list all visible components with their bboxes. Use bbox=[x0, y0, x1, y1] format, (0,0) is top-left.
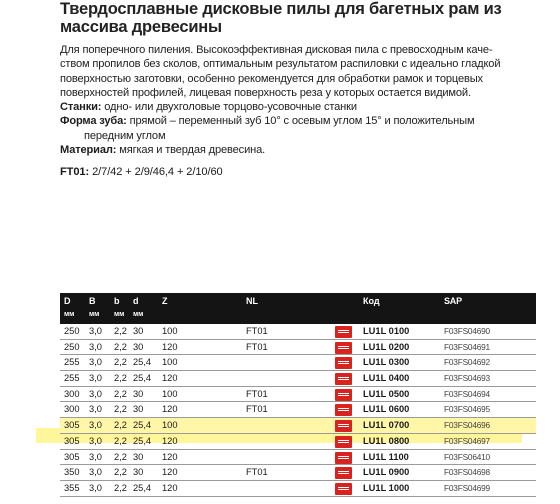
cell-b: 2,2 bbox=[114, 420, 127, 431]
cell-b: 2,2 bbox=[114, 373, 127, 384]
cell-D: 300 bbox=[64, 388, 80, 399]
tooth-form-value: прямой – переменный зуб 10° с осевым углом 15° и положительным bbox=[129, 115, 475, 128]
cell-B: 3,0 bbox=[89, 435, 102, 446]
cell-kod: LU1L 0200 bbox=[363, 341, 410, 352]
table-body bbox=[60, 324, 536, 497]
saw-spec-table bbox=[60, 293, 536, 497]
cell-D: 305 bbox=[64, 435, 80, 446]
cell-b: 2,2 bbox=[114, 451, 127, 462]
cell-b: 2,2 bbox=[114, 357, 127, 368]
table-row bbox=[60, 450, 536, 466]
header-sap: SAP bbox=[444, 296, 462, 306]
cell-kod: LU1L 0400 bbox=[363, 373, 410, 384]
brand-logo-icon bbox=[335, 483, 352, 495]
cell-sap: F03FS04693 bbox=[444, 373, 490, 384]
cell-B: 3,0 bbox=[89, 357, 102, 368]
cell-Z: 120 bbox=[162, 404, 178, 415]
cell-sap: F03FS06410 bbox=[444, 451, 490, 462]
cell-b: 2,2 bbox=[114, 482, 127, 493]
cell-kod: LU1L 0700 bbox=[363, 420, 410, 431]
unit-d: мм bbox=[133, 311, 144, 318]
table-row bbox=[60, 434, 536, 450]
header-B: B bbox=[89, 296, 96, 306]
cell-kod: LU1L 1000 bbox=[363, 482, 410, 493]
material-label: Материал: bbox=[60, 144, 117, 157]
cell-D: 250 bbox=[64, 326, 80, 336]
header-NL: NL bbox=[246, 296, 258, 306]
cell-Z: 100 bbox=[162, 420, 178, 431]
cell-B: 3,0 bbox=[89, 467, 102, 478]
cell-kod: LU1L 0500 bbox=[363, 388, 410, 399]
cell-d: 25,4 bbox=[133, 482, 152, 493]
header-kod: Код bbox=[363, 296, 380, 306]
cell-d: 30 bbox=[133, 467, 144, 478]
table-row bbox=[60, 418, 536, 434]
tooth-form-line bbox=[60, 114, 510, 128]
unit-B: мм bbox=[89, 311, 100, 318]
ft01-value: 2/7/42 + 2/9/46,4 + 2/10/60 bbox=[92, 166, 223, 178]
cell-B: 3,0 bbox=[89, 326, 102, 336]
header-b: b bbox=[114, 296, 120, 306]
page-title: Твердосплавные дисковые пилы для багетных рам из массива древесины bbox=[60, 0, 502, 36]
cell-d: 30 bbox=[133, 451, 144, 462]
cell-B: 3,0 bbox=[89, 482, 102, 493]
cell-B: 3,0 bbox=[89, 341, 102, 352]
cell-B: 3,0 bbox=[89, 420, 102, 431]
product-description bbox=[60, 43, 510, 157]
header-d: d bbox=[133, 296, 139, 306]
machines-value: одно- или двухголовые торцово-усовочные станки bbox=[104, 101, 357, 114]
brand-logo-icon bbox=[335, 342, 352, 354]
cell-sap: F03FS04699 bbox=[444, 482, 490, 493]
cell-kod: LU1L 0300 bbox=[363, 357, 410, 368]
brand-logo-icon bbox=[335, 404, 352, 416]
cell-sap: F03FS04691 bbox=[444, 341, 490, 352]
cell-B: 3,0 bbox=[89, 373, 102, 384]
cell-sap: F03FS04694 bbox=[444, 388, 490, 399]
brand-logo-icon bbox=[335, 420, 352, 432]
cell-D: 355 bbox=[64, 482, 80, 493]
cell-D: 250 bbox=[64, 341, 80, 352]
cell-d: 25,4 bbox=[133, 357, 152, 368]
cell-d: 25,4 bbox=[133, 420, 152, 431]
table-header bbox=[60, 293, 536, 324]
cell-Z: 120 bbox=[162, 482, 178, 493]
brand-logo-icon bbox=[335, 326, 352, 338]
cell-D: 305 bbox=[64, 451, 80, 462]
cell-d: 30 bbox=[133, 404, 144, 415]
cell-Z: 120 bbox=[162, 341, 178, 352]
cell-kod: LU1L 0600 bbox=[363, 404, 410, 415]
cell-b: 2,2 bbox=[114, 326, 127, 336]
cell-B: 3,0 bbox=[89, 404, 102, 415]
tooth-form-label: Форма зуба: bbox=[60, 115, 127, 128]
cell-b: 2,2 bbox=[114, 404, 127, 415]
header-D: D bbox=[64, 296, 71, 306]
cell-D: 300 bbox=[64, 404, 80, 415]
cell-kod: LU1L 0800 bbox=[363, 435, 410, 446]
cell-b: 2,2 bbox=[114, 467, 127, 478]
unit-b: мм bbox=[114, 311, 125, 318]
cell-Z: 120 bbox=[162, 373, 178, 384]
tooth-form-line-2: передним углом bbox=[84, 129, 166, 142]
table-row bbox=[60, 324, 536, 340]
material-value: мягкая и твердая древесина. bbox=[119, 144, 266, 157]
brand-logo-icon bbox=[335, 357, 352, 369]
cell-NL: FT01 bbox=[246, 467, 268, 478]
brand-logo-icon bbox=[335, 467, 352, 479]
brand-logo-icon bbox=[335, 373, 352, 385]
cell-Z: 100 bbox=[162, 357, 178, 368]
cell-D: 305 bbox=[64, 420, 80, 431]
cell-NL: FT01 bbox=[246, 388, 268, 399]
cell-Z: 120 bbox=[162, 451, 178, 462]
cell-sap: F03FS04695 bbox=[444, 404, 490, 415]
cell-d: 30 bbox=[133, 388, 144, 399]
material-line bbox=[60, 143, 510, 157]
cell-d: 25,4 bbox=[133, 435, 152, 446]
cell-sap: F03FS04696 bbox=[444, 420, 490, 431]
unit-D: мм bbox=[64, 311, 75, 318]
brand-logo-icon bbox=[335, 389, 352, 401]
table-row bbox=[60, 402, 536, 418]
table-row bbox=[60, 465, 536, 481]
machines-label: Станки: bbox=[60, 101, 102, 114]
cell-d: 30 bbox=[133, 326, 144, 336]
cell-kod: LU1L 0900 bbox=[363, 467, 410, 478]
cell-b: 2,2 bbox=[114, 435, 127, 446]
cell-NL: FT01 bbox=[246, 326, 268, 336]
table-row bbox=[60, 355, 536, 371]
table-row bbox=[60, 371, 536, 387]
cell-d: 25,4 bbox=[133, 373, 152, 384]
cell-NL: FT01 bbox=[246, 341, 268, 352]
description-text: Для поперечного пиления. Высокоэффективная дисковая пила с превосходным каче- ством пропилов без сколов, оптимальным результатом распиловки с идеально гладкой поверхностью заготовки, особенно рекомендуется для обработки рамок и торцевых поверхностей профилей, лицевая поверхность реза у которых остается видимой. bbox=[60, 44, 501, 99]
brand-logo-icon bbox=[335, 436, 352, 448]
cell-Z: 100 bbox=[162, 326, 178, 336]
header-Z: Z bbox=[162, 296, 168, 306]
cell-Z: 120 bbox=[162, 467, 178, 478]
brand-logo-icon bbox=[335, 452, 352, 464]
cell-sap: F03FS04698 bbox=[444, 467, 490, 478]
ft01-line bbox=[60, 166, 223, 178]
cell-Z: 120 bbox=[162, 435, 178, 446]
machines-line bbox=[60, 100, 510, 114]
cell-Z: 100 bbox=[162, 388, 178, 399]
cell-B: 3,0 bbox=[89, 388, 102, 399]
cell-d: 30 bbox=[133, 341, 144, 352]
ft01-label: FT01: bbox=[60, 166, 90, 178]
cell-B: 3,0 bbox=[89, 451, 102, 462]
cell-NL: FT01 bbox=[246, 404, 268, 415]
cell-D: 255 bbox=[64, 357, 80, 368]
cell-b: 2,2 bbox=[114, 341, 127, 352]
cell-kod: LU1L 0100 bbox=[363, 326, 410, 336]
cell-sap: F03FS04697 bbox=[444, 435, 490, 446]
cell-sap: F03FS04692 bbox=[444, 357, 490, 368]
table-row bbox=[60, 387, 536, 403]
cell-b: 2,2 bbox=[114, 388, 127, 399]
cell-kod: LU1L 1100 bbox=[363, 451, 409, 462]
cell-D: 255 bbox=[64, 373, 80, 384]
table-row bbox=[60, 481, 536, 497]
cell-sap: F03FS04690 bbox=[444, 326, 490, 336]
table-row bbox=[60, 340, 536, 356]
cell-D: 350 bbox=[64, 467, 80, 478]
